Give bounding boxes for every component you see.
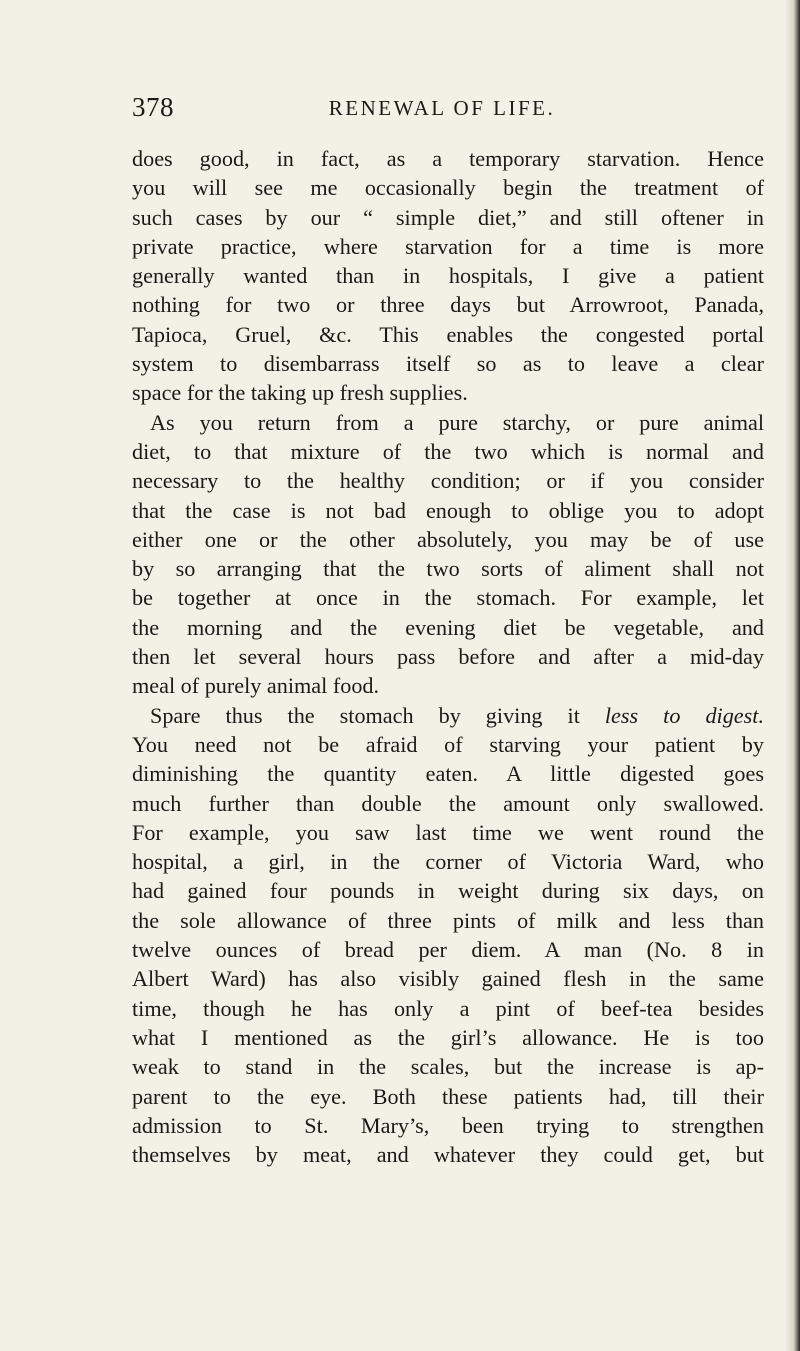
text-line: what I mentioned as the girl’s allowance. He is too	[132, 1024, 764, 1050]
text-line: had gained four pounds in weight during six days, on	[132, 878, 764, 904]
body-text	[132, 144, 764, 1169]
page-number: 378	[132, 92, 174, 122]
text-line: You need not be afraid of starving your patient by	[132, 731, 764, 757]
text-line: twelve ounces of bread per diem. A man (No. 8 in	[132, 937, 764, 963]
text-line: be together at once in the stomach. For example, let	[132, 585, 764, 611]
text-line: nothing for two or three days but Arrowroot, Panada,	[132, 292, 764, 318]
text-line: parent to the eye. Both these patients had, till their	[132, 1083, 764, 1109]
text-line: weak to stand in the scales, but the increase is ap-	[132, 1054, 764, 1080]
running-head: RENEWAL OF LIFE.	[328, 96, 556, 120]
text-line: hospital, a girl, in the corner of Victoria Ward, who	[132, 849, 764, 875]
text-line: does good, in fact, as a temporary starvation. Hence	[132, 146, 764, 171]
text-line: the morning and the evening diet be vegetable, and	[132, 614, 764, 640]
text-line: system to disembarrass itself so as to leave a clear	[132, 351, 764, 377]
text-line: themselves by meat, and whatever they could get, but	[132, 1142, 764, 1168]
text-line: the sole allowance of three pints of milk and less than	[132, 907, 764, 933]
text-line: As you return from a pure starchy, or pure animal	[150, 409, 764, 435]
text-line: then let several hours pass before and after a mid-day	[132, 644, 764, 670]
text-line-spare	[132, 701, 764, 730]
text-line: time, though he has only a pint of beef-tea besides	[132, 995, 764, 1021]
text-line: diet, to that mixture of the two which is normal and	[132, 438, 764, 464]
italic-emphasis: less to digest.	[604, 702, 764, 728]
text-line: admission to St. Mary’s, been trying to strengthen	[132, 1112, 764, 1138]
text-line: generally wanted than in hospitals, I give a patient	[132, 263, 764, 289]
spare-text: Spare thus the stomach by giving it	[150, 702, 580, 728]
book-spine-edge	[786, 0, 800, 1351]
text-line: Tapioca, Gruel, &c. This enables the congested portal	[132, 321, 764, 347]
text-line: necessary to the healthy condition; or if you consider	[132, 468, 764, 494]
page-header	[132, 92, 764, 122]
text-line: much further than double the amount only swallowed.	[132, 790, 764, 816]
text-line: you will see me occasionally begin the treatment of	[132, 175, 764, 201]
text-line: such cases by our “ simple diet,” and still oftener in	[132, 204, 764, 230]
text-line: diminishing the quantity eaten. A little digested goes	[132, 761, 764, 787]
text-line: by so arranging that the two sorts of aliment shall not	[132, 556, 764, 582]
text-line: space for the taking up fresh supplies.	[132, 380, 468, 406]
text-line: private practice, where starvation for a time is more	[132, 233, 764, 259]
text-line: meal of purely animal food.	[132, 673, 380, 699]
text-line: that the case is not bad enough to oblige you to adopt	[132, 497, 764, 523]
text-line: For example, you saw last time we went round the	[132, 819, 764, 845]
text-line: either one or the other absolutely, you may be of use	[132, 526, 764, 552]
text-line: Albert Ward) has also visibly gained flesh in the same	[132, 966, 764, 992]
